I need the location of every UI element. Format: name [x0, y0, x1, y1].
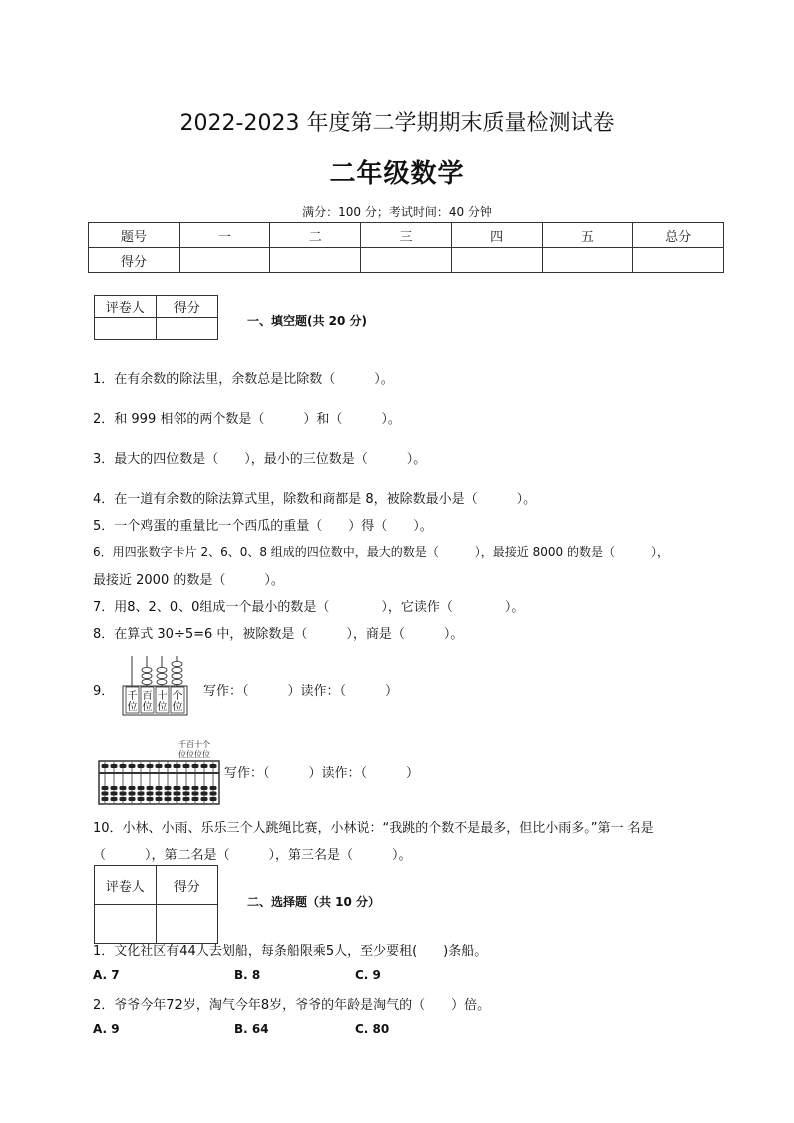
- score-input-cell[interactable]: [633, 248, 724, 273]
- score-cell: 二: [270, 223, 361, 248]
- counting-frame-figure: [118, 652, 190, 718]
- grader-score-label: 得分: [156, 866, 218, 905]
- abacus-bead: [210, 792, 217, 796]
- grader-box-2: [94, 865, 218, 944]
- question-9-answer-1: 写作：（ ）读作：（ ）: [203, 684, 399, 699]
- score-input-cell[interactable]: [179, 248, 270, 273]
- question-10: 10．小林、小雨、乐乐三个人跳绳比赛，小林说：“我跳的个数不是最多，但比小雨多。”第一 名是: [93, 821, 654, 836]
- abacus-bead: [156, 797, 163, 801]
- abacus-bead: [129, 764, 136, 768]
- abacus-bead: [210, 786, 217, 790]
- counting-bead: [172, 661, 182, 666]
- grader-score-input-cell[interactable]: [156, 905, 218, 944]
- score-cell: 四: [451, 223, 542, 248]
- question-10-continued: （ ），第二名是（ ），第三名是（ ）。: [93, 848, 412, 863]
- abacus-bead: [120, 786, 127, 790]
- score-cell: 三: [361, 223, 452, 248]
- abacus-place-header: [178, 740, 210, 760]
- score-cell: 一: [179, 223, 270, 248]
- score-row-label: 得分: [89, 248, 180, 273]
- place-label: 位: [127, 702, 138, 713]
- abacus-bead: [120, 764, 127, 768]
- place-label: 十: [157, 691, 168, 702]
- score-cell: 总分: [633, 223, 724, 248]
- choice-option-c[interactable]: C. 9: [355, 968, 381, 982]
- abacus-figure: [98, 760, 220, 806]
- choice-option-a[interactable]: A. 9: [93, 1022, 120, 1036]
- abacus-bead: [111, 764, 118, 768]
- question-8: 8．在算式 30÷5=6 中，被除数是（ ），商是（ ）。: [93, 627, 464, 642]
- score-input-cell[interactable]: [270, 248, 361, 273]
- counting-frame-rods: [132, 656, 177, 686]
- counting-bead: [172, 673, 182, 678]
- abacus-bead: [129, 797, 136, 801]
- score-table-score-row: [89, 248, 724, 273]
- abacus-bead: [111, 797, 118, 801]
- reviewer-label: 评卷人: [95, 296, 157, 318]
- question-9-number: 9．: [93, 684, 115, 699]
- abacus-bead: [147, 797, 154, 801]
- reviewer-input-cell[interactable]: [95, 318, 157, 340]
- abacus-bead: [147, 792, 154, 796]
- abacus-bead: [102, 786, 109, 790]
- abacus-bead: [192, 786, 199, 790]
- score-input-cell[interactable]: [361, 248, 452, 273]
- counting-bead: [142, 673, 152, 678]
- abacus-bead: [102, 797, 109, 801]
- counting-bead: [142, 679, 152, 684]
- abacus-bead: [120, 792, 127, 796]
- abacus-bead: [138, 786, 145, 790]
- section-2-title: 二、选择题（共 10 分）: [247, 895, 381, 909]
- abacus-bead: [156, 764, 163, 768]
- abacus-bead: [129, 786, 136, 790]
- abacus-bead: [129, 792, 136, 796]
- choice-option-a[interactable]: A. 7: [93, 968, 120, 982]
- abacus-bead: [120, 797, 127, 801]
- abacus-place-header-line-2: 位位位位: [178, 750, 210, 759]
- choice-option-c[interactable]: C. 80: [355, 1022, 390, 1036]
- question-3: 3．最大的四位数是（ ），最小的三位数是（ ）。: [93, 452, 427, 467]
- place-label: 位: [142, 702, 153, 713]
- exam-title: 2022-2023 年度第二学期期末质量检测试卷: [179, 111, 615, 136]
- section-1-title: 一、填空题(共 20 分): [247, 314, 368, 328]
- grader-score-input-cell[interactable]: [156, 318, 218, 340]
- abacus-bead: [165, 764, 172, 768]
- counting-bead: [172, 679, 182, 684]
- abacus-bead: [138, 792, 145, 796]
- abacus-bead: [183, 786, 190, 790]
- abacus-bead: [183, 764, 190, 768]
- exam-info: 满分：100 分；考试时间：40 分钟: [302, 205, 492, 219]
- place-label: 位: [157, 702, 168, 713]
- question-6-continued: 最接近 2000 的数是（ ）。: [93, 573, 284, 588]
- abacus-bead: [174, 764, 181, 768]
- abacus-bead: [201, 792, 208, 796]
- score-table: [88, 222, 724, 273]
- question-1: 1．在有余数的除法里，余数总是比除数（ ）。: [93, 372, 394, 387]
- counting-bead: [142, 667, 152, 672]
- counting-bead: [157, 679, 167, 684]
- grader-box-1: [94, 295, 218, 340]
- score-input-cell[interactable]: [451, 248, 542, 273]
- choice-question-2: 2．爷爷今年72岁，淘气今年8岁，爷爷的年龄是淘气的（ ）倍。: [93, 998, 491, 1013]
- abacus-bead: [138, 797, 145, 801]
- abacus-bead: [111, 792, 118, 796]
- question-7: 7．用8、2、0、0组成一个最小的数是（ ），它读作（ ）。: [93, 600, 525, 615]
- abacus-bead: [165, 797, 172, 801]
- score-table-header-row: [89, 223, 724, 248]
- exam-subject: 二年级数学: [329, 159, 465, 189]
- abacus-bead: [192, 792, 199, 796]
- question-9-answer-2: 写作：（ ）读作：（ ）: [224, 766, 420, 781]
- question-4: 4．在一道有余数的除法算式里，除数和商都是 8，被除数最小是（ ）。: [93, 492, 537, 507]
- reviewer-label: 评卷人: [95, 866, 157, 905]
- abacus-bead: [165, 792, 172, 796]
- question-5: 5．一个鸡蛋的重量比一个西瓜的重量（ ）得（ ）。: [93, 519, 433, 534]
- abacus-bead: [111, 786, 118, 790]
- abacus-bead: [174, 792, 181, 796]
- abacus-bead: [192, 797, 199, 801]
- abacus-bead: [201, 797, 208, 801]
- abacus-bead: [210, 797, 217, 801]
- abacus-bead: [183, 792, 190, 796]
- abacus-bead: [156, 786, 163, 790]
- abacus-bead: [147, 786, 154, 790]
- score-cell: 题号: [89, 223, 180, 248]
- choice-option-b[interactable]: B. 64: [234, 1022, 269, 1036]
- abacus-bead: [174, 786, 181, 790]
- place-label: 个: [172, 691, 183, 702]
- abacus-bead: [174, 797, 181, 801]
- abacus-place-header-line-1: 千百十个: [178, 740, 210, 749]
- choice-question-1: 1．文化社区有44人去划船，每条船限乘5人，至少要租( )条船。: [93, 944, 488, 959]
- place-label: 千: [127, 691, 138, 702]
- grader-score-label: 得分: [156, 296, 218, 318]
- question-2: 2．和 999 相邻的两个数是（ ）和（ ）。: [93, 412, 401, 427]
- reviewer-input-cell[interactable]: [95, 905, 157, 944]
- counting-bead: [157, 673, 167, 678]
- place-label: 位: [172, 702, 183, 713]
- score-input-cell[interactable]: [542, 248, 633, 273]
- abacus-bead: [156, 792, 163, 796]
- abacus-bead: [165, 786, 172, 790]
- abacus-bead: [210, 764, 217, 768]
- question-6: 6．用四张数字卡片 2、6、0、8 组成的四位数中，最大的数是（ ），最接近 8000 的数是（ ），: [93, 545, 669, 559]
- abacus-bead: [201, 764, 208, 768]
- counting-bead: [172, 667, 182, 672]
- place-label: 百: [142, 691, 153, 702]
- abacus-bead: [102, 764, 109, 768]
- choice-option-b[interactable]: B. 8: [234, 968, 261, 982]
- abacus-bead: [147, 764, 154, 768]
- counting-bead: [157, 667, 167, 672]
- abacus-bead: [183, 797, 190, 801]
- abacus-bead: [138, 764, 145, 768]
- abacus-bead: [201, 786, 208, 790]
- score-cell: 五: [542, 223, 633, 248]
- abacus-bead: [192, 764, 199, 768]
- abacus-bead: [102, 792, 109, 796]
